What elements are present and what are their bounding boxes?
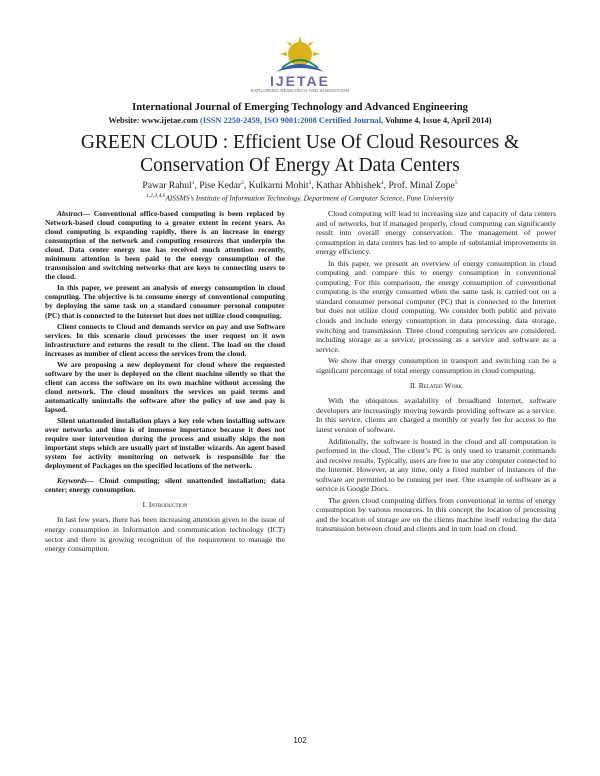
- intro-paragraph: In last few years, there has been increasing attention given to the issue of energy consumption in Information and communication technology (ICT) sector and there is growing recognition of the requirement to manage the energy consumption.: [45, 515, 285, 554]
- section-title: Related Work: [418, 381, 463, 391]
- affiliation-text: AISSMS’s Institute of Information Technology, Department of Computer Science, Pune University: [165, 193, 454, 203]
- journal-website-line: [0, 116, 600, 125]
- author-sup: 2: [241, 180, 244, 186]
- author-sup: 4: [380, 180, 384, 186]
- body-paragraph: Cloud computing will lead to increasing size and capacity of data centers and of networks, but if managed properly, cloud computing can significantly result into overall energy conservation. The management of power consumption in data centers has led to ample of substantial improvements in energy efficiency.: [316, 209, 556, 257]
- author: Kathar Abhishek: [316, 180, 381, 192]
- author: Kulkarni Mohit: [248, 180, 309, 192]
- page-number: 102: [293, 736, 307, 745]
- author: Pise Kedar: [199, 180, 242, 192]
- issn-info: (ISSN 2250-2459, ISO 9001:2008 Certified Journal,: [200, 116, 384, 125]
- affiliation-sup: 1,2,3,4,5: [146, 193, 166, 199]
- section-number: I.: [142, 500, 149, 510]
- logo-tagline: EXPLORING RESEARCH AND INNOVATION: [250, 88, 350, 93]
- body-paragraph: We show that energy consumption in transport and switching can be a significant percentage of total energy consumption in cloud computing.: [316, 356, 556, 375]
- section-number: II.: [409, 381, 419, 391]
- author: Prof. Minal Zope: [388, 180, 455, 192]
- body-paragraph: With the ubiquitous availability of broadband Internet, software developers are increasingly moving towards providing software as a service. In this service, clients are charged a monthly or yearly fee for access to the latest version of software.: [316, 396, 556, 434]
- body-paragraph: In this paper, we present an overview of energy consumption in cloud computing and compare this to energy consumption in conventional computing. For this comparison, the energy consumption of conventional computing is the energy consumed when the same task is carried out on a standard consumer personal computer (PC) that is connected to the Internet but does not utilize cloud computing. We consider both public and private clouds and include energy consumption in data processing, data storage, switching and transmission. Three cloud computing services are considered, including storage as a service, processing as a service and software as a service.: [316, 258, 556, 354]
- abstract-label: Abstract—: [57, 209, 91, 218]
- website-prefix: Website:: [108, 116, 142, 125]
- author-sup: 3: [308, 180, 312, 186]
- right-column: [316, 209, 556, 536]
- abstract-paragraph: [45, 209, 285, 281]
- logo-wordmark: IJETAE: [270, 73, 330, 89]
- paper-title: [40, 131, 560, 177]
- author-list: Pawar Rahul$^1$, Pise Kedar$^2$, Kulkarni Mohit$^3$, Kathar Abhishek$^4$, Prof. Minal Zope$^5$: [142, 180, 458, 192]
- section-heading-introduction: [45, 500, 285, 509]
- abstract-paragraph: We are proposing a new deployment for cloud where the requested software by the user is deployed on the client machine silently so that the client can access the software on its own machine without accessing the cloud network. The cloud monitors the services on paid terms and automatically uninstalls the software after the policy of use and pay is lapsed.: [45, 359, 285, 414]
- volume-info: Volume 4, Issue 4, April 2014): [385, 116, 492, 125]
- author-sup: 5: [454, 180, 458, 186]
- keywords-text: Cloud computing; silent unattended installation; data center; energy consumption.: [45, 476, 285, 495]
- keywords-paragraph: [45, 476, 285, 494]
- affiliation: [0, 193, 600, 202]
- abstract-paragraph: Client connects to Cloud and demands service on pay and use Software services. In this scenario cloud processes the user request on it own infrastructure and returns the result to the client. The load on the cloud increases as number of client access the services from the cloud.: [45, 321, 285, 358]
- journal-name: International Journal of Emerging Technology and Advanced Engineering: [132, 102, 468, 113]
- body-paragraph: Additionally, the software is hosted in the cloud and all computation is performed in the cloud. The client’s PC is only used to transmit commands and receive results. Typically, users are free to use any computer connected to the Internet. However, at any time, only a fixed number of instances of the software are permitted to be running per user. One example of software as a service is Google Docs.: [316, 436, 556, 494]
- section-heading-related-work: [316, 381, 556, 390]
- keywords-label: Keywords—: [57, 476, 95, 486]
- section-title: Introduction: [148, 500, 188, 510]
- body-paragraph: The green cloud computing differs from conventional in terms of energy consumption by various resources. In this concept the location of processing and the location of storage are on the clients machine itself reducing the data transmission between cloud and clients and in turn load on cloud.: [316, 495, 556, 534]
- abstract-text: Conventional office-based computing is been replaced by Network-based cloud computing to a greater extent in recent years. As cloud computing is expanding rapidly, there is an increase in energy consumption of the network and computing resources that underpin the cloud. Data center energy use has received much attention recently, minimum attention is been paid to the energy consumption of the transmission and switching networks that are keys to connecting users to the cloud.: [45, 209, 285, 282]
- author: Pawar Rahul: [142, 180, 192, 192]
- title-line-2: Conservation Of Energy At Data Centers: [140, 155, 460, 176]
- website-link[interactable]: www.ijetae.com: [141, 116, 198, 125]
- left-column: [45, 209, 285, 556]
- abstract-paragraph: In this paper, we present an analysis of energy consumption in cloud computing. The objective is to consume energy of conventional computing by deploying the same task on a standard consumer personal computer (PC) that is connected to the Internet but does not utilize cloud computing.: [45, 283, 285, 320]
- title-line-1: GREEN CLOUD : Efficient Use Of Cloud Resources &: [80, 132, 520, 153]
- author-sup: 1: [191, 180, 195, 186]
- abstract-paragraph: Silent unattended installation plays a key role when installing software over networks and time is of immense importance because it does not require user intervention during the process and usually skips the non important steps which are usually part of installer wizards. An agent based system for activity monitoring on network is responsible for the deployment of Packages on the specified locations of the network.: [45, 416, 285, 471]
